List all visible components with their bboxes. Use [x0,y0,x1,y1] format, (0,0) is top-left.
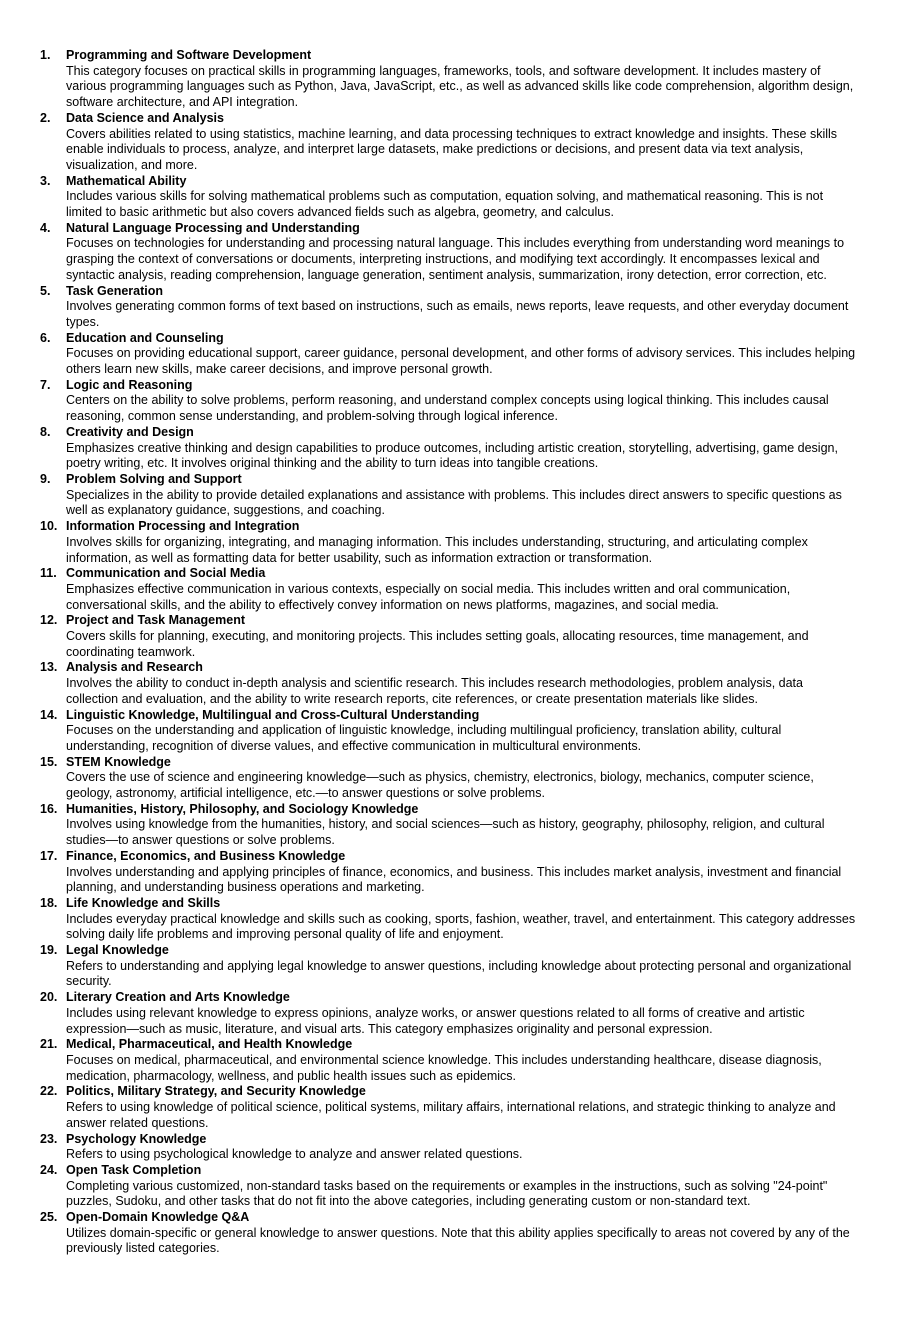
item-title: Task Generation [66,283,164,298]
item-description: Focuses on technologies for understanding and processing natural language. This includes everything from understanding word meanings to grasping the context of conversations or documents, interpreting instructions, and modifying text accordingly. It encompasses lexical and syntactic analysis, reading comprehension, language generation, sentiment analysis, summarization, irony detection, error correction, etc. [66,236,845,282]
item-description: Emphasizes effective communication in various contexts, especially on social media. This includes written and oral communication, conversational skills, and the ability to effectively convey information on news platforms, magazines, and social media. [66,581,791,612]
item-description: Includes everyday practical knowledge and skills such as cooking, sports, fashion, weather, travel, and entertainment. This category addresses solving daily life problems and improving personal quality of life and enjoyment. [66,911,856,942]
item-description: Includes using relevant knowledge to express opinions, analyze works, or answer questions related to all forms of creative and artistic expression—such as music, literature, and visual arts. This category emphasizes originality and personal expression. [66,1005,805,1036]
item-number: 16. [40,801,58,816]
item-number: 23. [40,1131,58,1146]
list-item [0,1084,897,1131]
item-description: Involves using knowledge from the humanities, history, and social sciences—such as history, geography, philosophy, religion, and cultural studies—to answer questions or solve problems. [66,817,825,848]
item-description: Emphasizes creative thinking and design capabilities to produce outcomes, including artistic creation, storytelling, advertising, game design, poetry writing, etc. It involves original thinking and the ability to turn ideas into tangible creations. [66,440,838,471]
item-description: Focuses on providing educational support, career guidance, personal development, and other forms of advisory services. This includes helping others learn new skills, make career decisions, and improve personal growth. [66,346,856,377]
item-number: 22. [40,1084,58,1099]
list-item [0,48,897,111]
item-description: Involves skills for organizing, integrating, and managing information. This includes understanding, structuring, and articulating complex information, as well as formatting data for better usability, such as information extraction or transformation. [66,534,808,565]
list-item [0,708,897,755]
item-title: Psychology Knowledge [66,1131,207,1146]
item-title: Natural Language Processing and Understanding [66,220,360,235]
document-page [0,48,897,1257]
item-number: 5. [40,283,51,298]
item-number: 17. [40,848,58,863]
list-item [0,378,897,425]
item-number: 9. [40,471,51,486]
item-description: Involves generating common forms of text based on instructions, such as emails, news reports, leave requests, and other everyday document types. [66,299,849,329]
list-item [0,221,897,284]
list-item [0,849,897,896]
item-title: Humanities, History, Philosophy, and Sociology Knowledge [66,801,419,816]
item-title: Data Science and Analysis [66,110,224,125]
list-item [0,943,897,990]
list-item [0,1037,897,1084]
item-number: 4. [40,220,51,235]
item-number: 8. [40,424,51,439]
item-description: This category focuses on practical skills in programming languages, frameworks, tools, and software development. It includes mastery of various programming languages such as Python, Java, JavaScript, etc., as well as advanced skills like code comprehension, algorithm design, software architecture, and API integration. [66,63,854,110]
item-title: Medical, Pharmaceutical, and Health Knowledge [66,1037,353,1052]
list-item [0,284,897,331]
item-description: Completing various customized, non-standard tasks based on the requirements or examples in the instructions, such as solving "24-point" puzzles, Sudoku, and other tasks that do not fit into the above categories, including generating custom or non-standard text. [66,1178,828,1209]
item-number: 13. [40,660,58,675]
item-title: Programming and Software Development [66,48,312,62]
item-number: 11. [40,566,57,581]
item-description: Focuses on the understanding and application of linguistic knowledge, including multilingual proficiency, translation ability, cultural understanding, recognition of diverse values, and effective communication in multicultural environments. [66,723,782,753]
item-description: Refers to using knowledge of political science, political systems, military affairs, international relations, and strategic thinking to analyze and answer related questions. [66,1100,836,1130]
item-number: 1. [40,48,51,62]
item-title: Politics, Military Strategy, and Security Knowledge [66,1084,366,1099]
list-item [0,660,897,707]
list-item [0,1132,897,1163]
item-number: 19. [40,943,58,958]
item-title: Project and Task Management [66,613,245,628]
list-item [0,802,897,849]
item-title: Problem Solving and Support [66,471,242,486]
item-description: Covers the use of science and engineering knowledge—such as physics, chemistry, electronics, biology, mechanics, computer science, geology, astronomy, artificial intelligence, etc.—to answer questions or solve problems. [66,770,814,801]
item-title: Open Task Completion [66,1162,202,1177]
item-title: Life Knowledge and Skills [66,895,221,910]
item-number: 24. [40,1162,58,1177]
list-item [0,755,897,802]
item-number: 21. [40,1037,58,1052]
item-title: STEM Knowledge [66,754,171,769]
item-title: Logic and Reasoning [66,377,193,392]
item-title: Legal Knowledge [66,943,169,958]
list-item [0,613,897,660]
list-item [0,331,897,378]
list-item [0,111,897,174]
list-item [0,1163,897,1210]
list-item [0,425,897,472]
item-description: Centers on the ability to solve problems, perform reasoning, and understand complex concepts using logical thinking. This includes causal reasoning, common sense understanding, and problem-solving through logical inference. [66,393,829,424]
item-number: 20. [40,990,58,1005]
item-description: Refers to understanding and applying legal knowledge to answer questions, including knowledge about protecting personal and organizational security. [66,958,852,989]
item-title: Mathematical Ability [66,173,187,188]
item-description: Involves understanding and applying principles of finance, economics, and business. This includes market analysis, investment and financial planning, and understanding business operations and marketing. [66,864,842,895]
list-item [0,896,897,943]
item-title: Communication and Social Media [66,566,266,581]
item-description: Includes various skills for solving mathematical problems such as computation, equation solving, and mathematical reasoning. This is not limited to basic arithmetic but also covers advanced fields such as algebra, geometry, and calculus. [66,189,824,220]
item-description: Refers to using psychological knowledge to analyze and answer related questions. [66,1147,523,1162]
item-description: Involves the ability to conduct in-depth analysis and scientific research. This includes research methodologies, problem analysis, data collection and evaluation, and the ability to write research reports, cite references, or create presentation materials like slides. [66,676,803,706]
item-description: Covers abilities related to using statistics, machine learning, and data processing techniques to extract knowledge and insights. These skills enable individuals to process, analyze, and interpret large datasets, make predictions or decisions, and present data via text analysis, visualization, and more. [66,126,838,172]
item-description: Covers skills for planning, executing, and monitoring projects. This includes setting goals, allocating resources, time management, and coordinating teamwork. [66,629,809,659]
item-number: 7. [40,377,51,392]
item-number: 6. [40,330,51,345]
item-number: 2. [40,110,51,125]
list-item [0,566,897,613]
item-title: Open-Domain Knowledge Q&A [66,1210,250,1225]
list-item [0,519,897,566]
item-description: Focuses on medical, pharmaceutical, and environmental science knowledge. This includes understanding healthcare, disease diagnosis, medication, pharmacology, wellness, and public health issues such as epidemics. [66,1053,822,1083]
item-title: Literary Creation and Arts Knowledge [66,990,290,1005]
list-item [0,472,897,519]
list-item [0,1210,897,1257]
item-title: Linguistic Knowledge, Multilingual and Cross-Cultural Understanding [66,707,480,722]
item-number: 12. [40,613,58,628]
item-number: 25. [40,1210,58,1225]
list-item [0,990,897,1037]
item-number: 3. [40,173,51,188]
item-title: Finance, Economics, and Business Knowledge [66,848,346,863]
item-title: Analysis and Research [66,660,203,675]
item-description: Utilizes domain-specific or general knowledge to answer questions. Note that this ability applies specifically to areas not covered by any of the previously listed categories. [66,1225,850,1256]
item-description: Specializes in the ability to provide detailed explanations and assistance with problems. This includes direct answers to specific questions as well as explanatory guidance, suggestions, and coaching. [66,487,842,518]
category-list [0,48,897,1257]
item-number: 15. [40,754,58,769]
list-item [0,174,897,221]
item-title: Information Processing and Integration [66,519,300,534]
item-number: 14. [40,707,58,722]
item-number: 10. [40,519,58,534]
item-title: Creativity and Design [66,424,194,439]
item-title: Education and Counseling [66,330,224,345]
item-number: 18. [40,895,58,910]
